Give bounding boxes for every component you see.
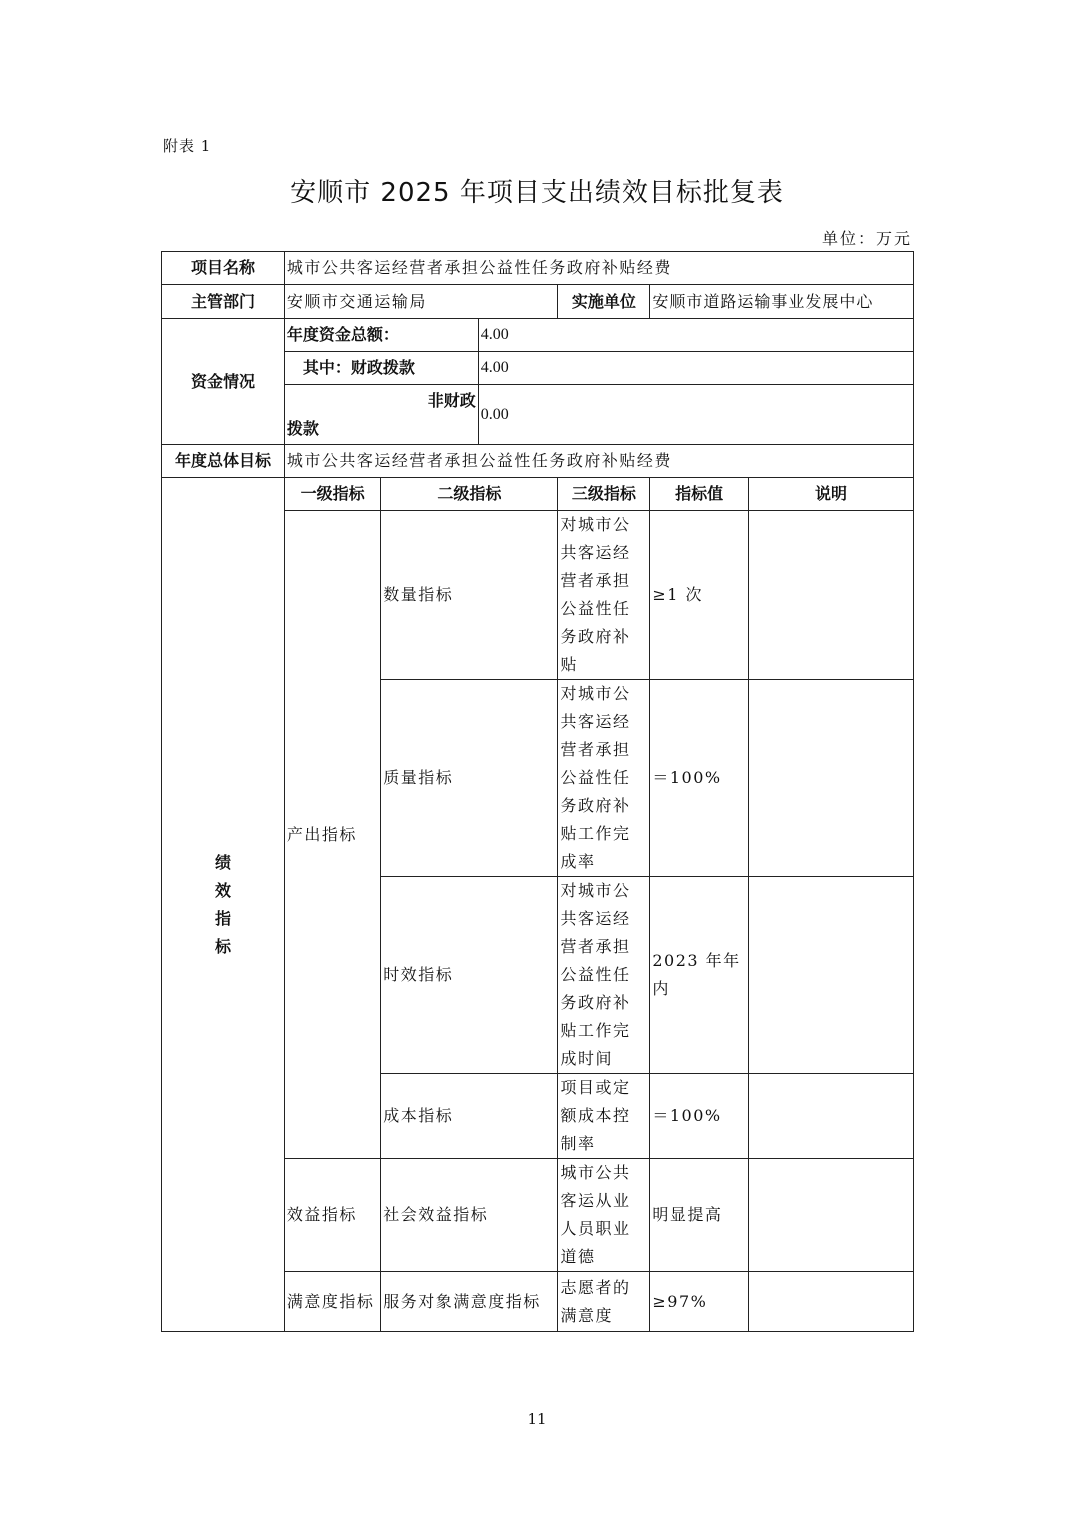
row-level2: 时效指标	[381, 877, 558, 1074]
impl-label: 实施单位	[558, 285, 650, 319]
funds-label: 资金情况	[162, 319, 285, 445]
project-name-value: 城市公共客运经营者承担公益性任务政府补贴经费	[284, 252, 913, 285]
benefit-note	[748, 1159, 913, 1272]
satisfaction-level1: 满意度指标	[284, 1272, 380, 1332]
row-level3: 对城市公共客运经营者承担公益性任务政府补贴	[558, 511, 650, 680]
funds-total-value: 4.00	[478, 319, 913, 352]
satisfaction-note	[748, 1272, 913, 1332]
funds-nonfiscal-label-line2: 拨款	[286, 418, 319, 438]
funds-fiscal-label: 其中：财政拨款	[284, 352, 478, 385]
header-level1: 一级指标	[284, 478, 380, 511]
perf-label-char: 绩	[214, 852, 231, 872]
perf-label-char: 指	[214, 908, 231, 928]
header-level2: 二级指标	[381, 478, 558, 511]
benefit-level1: 效益指标	[284, 1159, 380, 1272]
row-annual-goal	[162, 445, 914, 478]
row-level2: 质量指标	[381, 680, 558, 877]
benefit-level3: 城市公共客运从业人员职业道德	[558, 1159, 650, 1272]
benefit-level2: 社会效益指标	[381, 1159, 558, 1272]
goal-value: 城市公共客运经营者承担公益性任务政府补贴经费	[284, 445, 913, 478]
dept-label: 主管部门	[162, 285, 285, 319]
row-value: 2023 年年内	[650, 877, 749, 1074]
row-level2: 数量指标	[381, 511, 558, 680]
funds-nonfiscal-value: 0.00	[478, 385, 913, 445]
row-value: ＝100%	[650, 1074, 749, 1159]
satisfaction-level2: 服务对象满意度指标	[381, 1272, 558, 1332]
row-note	[748, 877, 913, 1074]
row-note	[748, 1074, 913, 1159]
row-level3: 项目或定额成本控制率	[558, 1074, 650, 1159]
row-note	[748, 511, 913, 680]
benefit-value: 明显提高	[650, 1159, 749, 1272]
funds-fiscal-value: 4.00	[478, 352, 913, 385]
impl-value: 安顺市道路运输事业发展中心	[650, 285, 914, 319]
funds-nonfiscal-label	[284, 385, 478, 445]
header-value: 指标值	[650, 478, 749, 511]
funds-total-label: 年度资金总额：	[284, 319, 478, 352]
perf-label-char: 标	[214, 936, 231, 956]
appendix-label: 附表 1	[163, 137, 212, 155]
header-level3: 三级指标	[558, 478, 650, 511]
row-level3: 对城市公共客运经营者承担公益性任务政府补贴工作完成率	[558, 680, 650, 877]
satisfaction-value: ≥97%	[650, 1272, 749, 1332]
row-value: ≥1 次	[650, 511, 749, 680]
goal-label: 年度总体目标	[162, 445, 285, 478]
row-project-name	[162, 252, 914, 285]
funds-nonfiscal-label-line1: 非财政	[427, 390, 476, 410]
dept-value: 安顺市交通运输局	[284, 285, 558, 319]
page-number: 11	[527, 1410, 547, 1428]
row-perf-header	[162, 478, 914, 511]
output-label: 产出指标	[284, 511, 380, 1159]
row-level3: 对城市公共客运经营者承担公益性任务政府补贴工作完成时间	[558, 877, 650, 1074]
row-funds-total	[162, 319, 914, 352]
satisfaction-level3: 志愿者的满意度	[558, 1272, 650, 1332]
project-name-label: 项目名称	[162, 252, 285, 285]
row-level2: 成本指标	[381, 1074, 558, 1159]
header-note: 说明	[748, 478, 913, 511]
unit-label: 单位：万元	[821, 229, 912, 248]
performance-table	[161, 251, 914, 1332]
page-title: 安顺市 2025 年项目支出绩效目标批复表	[290, 178, 784, 208]
row-note	[748, 680, 913, 877]
row-value: ＝100%	[650, 680, 749, 877]
perf-label	[162, 478, 285, 1332]
row-department	[162, 285, 914, 319]
perf-label-char: 效	[214, 880, 231, 900]
